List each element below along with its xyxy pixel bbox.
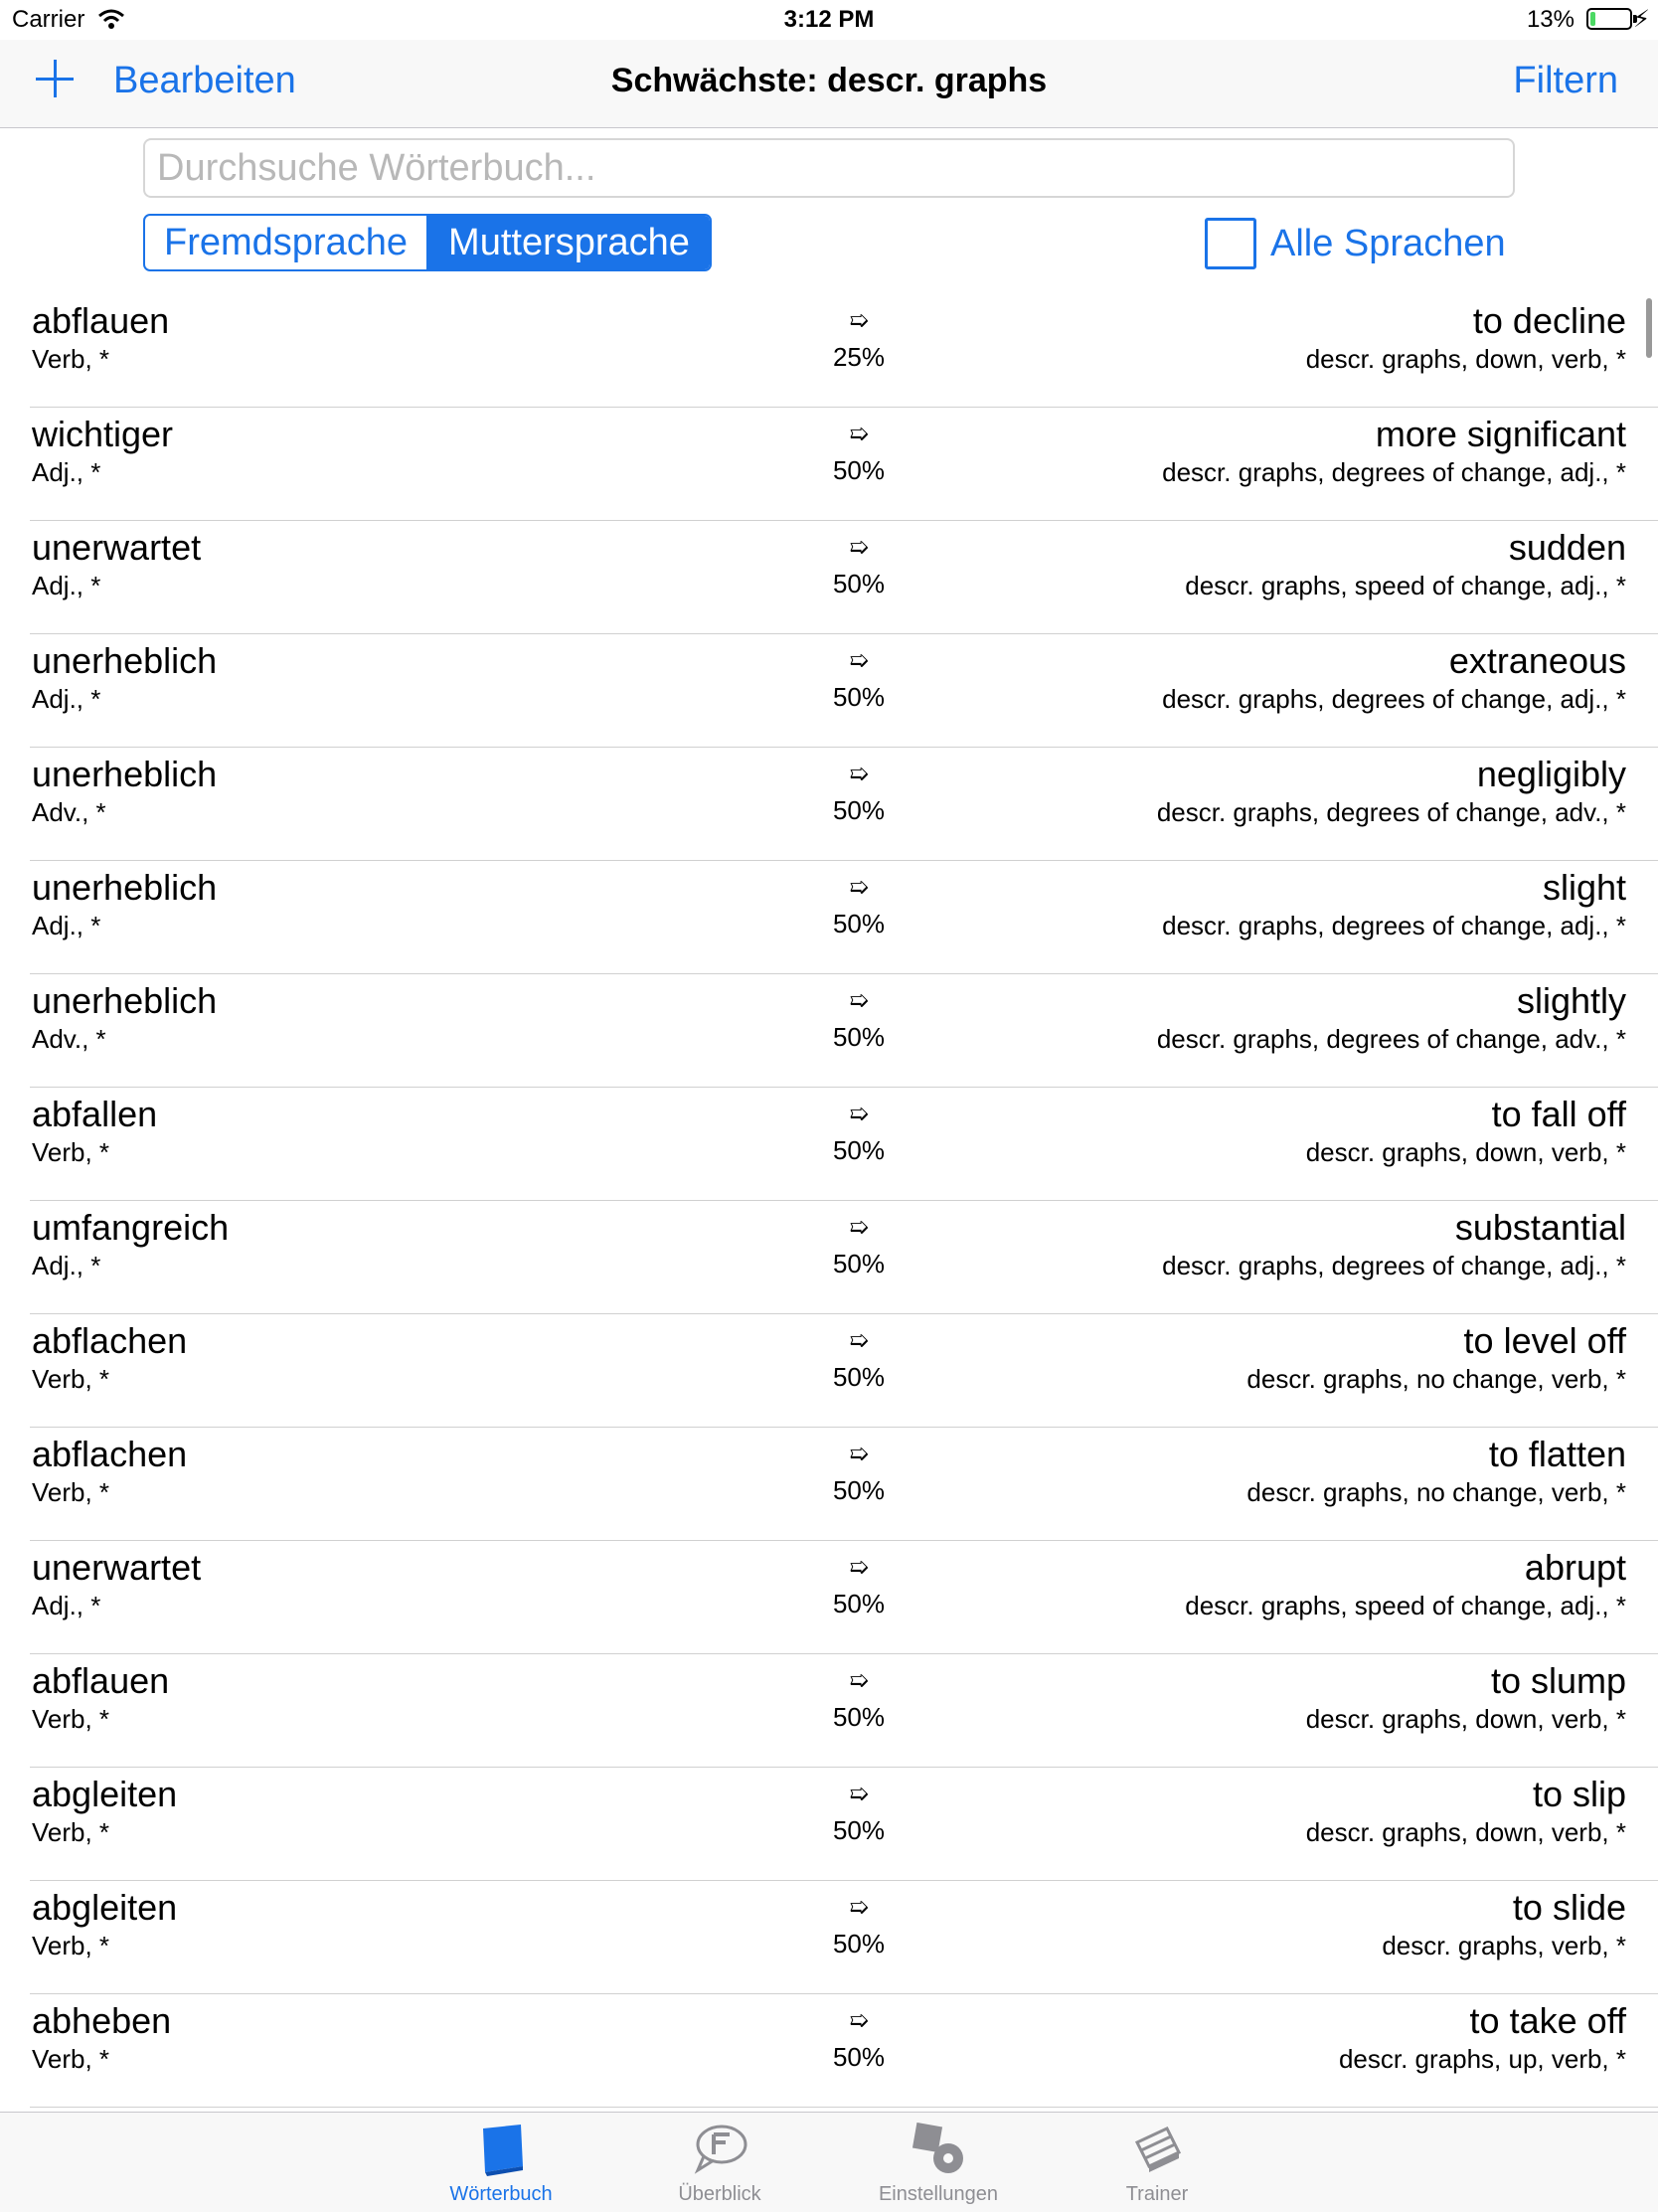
entry-percent: 25% [832,342,886,372]
entry-pos: Verb, * [32,1817,110,1847]
tab-label: Überblick [678,2183,761,2205]
list-item[interactable] [30,861,1658,974]
segment-muttersprache[interactable]: Muttersprache [428,216,710,269]
list-item[interactable] [30,974,1658,1088]
list-item[interactable] [30,1994,1658,2108]
tab-einstellungen[interactable] [849,2113,1028,2212]
entry-pos: Verb, * [32,2044,110,2074]
entry-word: wichtiger [32,414,174,454]
entry-percent: 50% [832,909,886,938]
entry-translation: slight [1542,867,1626,908]
entry-translation: to slide [1512,1887,1626,1928]
entry-percent: 50% [832,1022,886,1052]
entry-tags: descr. graphs, degrees of change, adj., * [1162,1251,1626,1280]
entry-tags: descr. graphs, up, verb, * [1338,2044,1626,2074]
entry-percent: 50% [832,1362,886,1392]
entry-translation: substantial [1454,1207,1626,1248]
filter-button[interactable]: Filtern [1513,60,1618,101]
list-item[interactable] [30,1428,1658,1541]
all-languages-label: Alle Sprachen [1270,222,1506,264]
status-bar [0,0,1658,40]
entry-pos: Adj., * [32,911,101,940]
search-input[interactable] [145,140,1513,196]
arrow-icon: ➯ [848,1101,870,1127]
gears-icon [912,2123,966,2176]
arrow-icon: ➯ [848,421,870,447]
entry-tags: descr. graphs, speed of change, adj., * [1185,571,1626,600]
edit-button[interactable]: Bearbeiten [113,60,296,101]
word-list [0,294,1658,2108]
entry-word: abflauen [32,1660,170,1701]
entry-pos: Adj., * [32,457,101,487]
arrow-icon: ➯ [848,1554,870,1581]
entry-word: abflachen [32,1434,188,1474]
entry-word: unerheblich [32,980,218,1021]
entry-tags: descr. graphs, speed of change, adj., * [1185,1591,1626,1620]
entry-word: abfallen [32,1094,158,1134]
entry-tags: descr. graphs, down, verb, * [1305,344,1626,374]
arrow-icon: ➯ [848,1327,870,1354]
entry-percent: 50% [832,1589,886,1618]
list-item[interactable] [30,634,1658,748]
list-item[interactable] [30,1768,1658,1881]
tab-bar [0,2112,1658,2212]
entry-percent: 50% [832,1249,886,1278]
entry-translation: to take off [1469,2000,1626,2041]
entry-translation: more significant [1375,414,1626,454]
entry-tags: descr. graphs, down, verb, * [1305,1817,1626,1847]
entry-tags: descr. graphs, down, verb, * [1305,1704,1626,1734]
entry-pos: Adj., * [32,571,101,600]
entry-percent: 50% [832,1815,886,1845]
list-item[interactable] [30,1201,1658,1314]
battery-percent: 13% [1526,6,1575,33]
list-item[interactable] [30,1654,1658,1768]
entry-pos: Adj., * [32,1251,101,1280]
entry-translation: to decline [1472,300,1626,341]
entry-translation: sudden [1508,527,1626,568]
entry-word: umfangreich [32,1207,230,1248]
list-item[interactable] [30,1314,1658,1428]
arrow-icon: ➯ [848,987,870,1014]
arrow-icon: ➯ [848,1441,870,1467]
arrow-icon: ➯ [848,647,870,674]
entry-translation: negligibly [1476,754,1626,794]
list-item[interactable] [30,1881,1658,1994]
entry-tags: descr. graphs, verb, * [1382,1931,1626,1960]
entry-translation: extraneous [1448,640,1626,681]
entry-percent: 50% [832,1475,886,1505]
entry-tags: descr. graphs, degrees of change, adj., * [1162,911,1626,940]
tab-label: Trainer [1125,2183,1189,2205]
tab-ueberblick[interactable] [630,2113,809,2212]
entry-translation: to flatten [1488,1434,1626,1474]
all-languages-toggle[interactable] [1205,214,1506,273]
entry-percent: 50% [832,682,886,712]
search-field[interactable] [143,138,1515,198]
list-item[interactable] [30,294,1658,408]
scroll-indicator[interactable] [1646,298,1652,358]
entry-pos: Verb, * [32,1931,110,1960]
entry-pos: Verb, * [32,1477,110,1507]
arrow-icon: ➯ [848,2007,870,2034]
entry-pos: Adj., * [32,1591,101,1620]
arrow-icon: ➯ [848,761,870,787]
arrow-icon: ➯ [848,1894,870,1921]
entry-percent: 50% [832,795,886,825]
entry-pos: Adv., * [32,1024,106,1054]
entry-translation: to fall off [1491,1094,1626,1134]
entry-word: abheben [32,2000,172,2041]
arrow-icon: ➯ [848,534,870,561]
tab-label: Einstellungen [878,2183,999,2205]
entry-pos: Verb, * [32,344,110,374]
carrier-label: Carrier [12,6,85,33]
book-icon [475,2123,529,2176]
entry-translation: to slip [1532,1774,1626,1814]
arrow-icon: ➯ [848,1667,870,1694]
entry-percent: 50% [832,2042,886,2072]
entry-pos: Verb, * [32,1364,110,1394]
entry-tags: descr. graphs, degrees of change, adv., * [1156,797,1626,827]
arrow-icon: ➯ [848,307,870,334]
segment-fremdsprache[interactable]: Fremdsprache [145,216,428,269]
entry-percent: 50% [832,1702,886,1732]
entry-translation: to level off [1463,1320,1626,1361]
language-segmented-control [143,214,712,271]
entry-tags: descr. graphs, down, verb, * [1305,1137,1626,1167]
entry-word: unerheblich [32,640,218,681]
entry-word: unerheblich [32,754,218,794]
entry-word: abgleiten [32,1887,178,1928]
arrow-icon: ➯ [848,1214,870,1241]
entry-word: unerwartet [32,527,202,568]
navigation-bar [0,40,1658,128]
entry-percent: 50% [832,1135,886,1165]
cards-icon [1131,2123,1185,2176]
entry-percent: 50% [832,569,886,598]
entry-tags: descr. graphs, degrees of change, adj., * [1162,457,1626,487]
list-item[interactable] [30,408,1658,521]
status-time: 3:12 PM [783,6,875,33]
tab-label: Wörterbuch [449,2183,553,2205]
entry-percent: 50% [832,1929,886,1958]
entry-pos: Adj., * [32,684,101,714]
entry-translation: abrupt [1524,1547,1626,1588]
entry-translation: to slump [1490,1660,1626,1701]
arrow-icon: ➯ [848,1781,870,1807]
entry-translation: slightly [1516,980,1626,1021]
entry-word: abflachen [32,1320,188,1361]
tab-trainer[interactable] [1068,2113,1246,2212]
entry-tags: descr. graphs, degrees of change, adj., * [1162,684,1626,714]
entry-percent: 50% [832,455,886,485]
entry-word: unerwartet [32,1547,202,1588]
entry-word: abflauen [32,300,170,341]
entry-tags: descr. graphs, no change, verb, * [1246,1477,1626,1507]
list-item[interactable] [30,748,1658,861]
entry-tags: descr. graphs, no change, verb, * [1246,1364,1626,1394]
entry-pos: Adv., * [32,797,106,827]
entry-pos: Verb, * [32,1704,110,1734]
entry-pos: Verb, * [32,1137,110,1167]
list-item[interactable] [30,1088,1658,1201]
battery-icon [1586,8,1632,30]
charging-bolt-icon: ⚡ [1633,6,1650,33]
battery-fill [1590,12,1595,26]
checkbox-icon[interactable] [1205,218,1256,269]
entry-tags: descr. graphs, degrees of change, adv., * [1156,1024,1626,1054]
entry-word: abgleiten [32,1774,178,1814]
list-item[interactable] [30,521,1658,634]
page-title: Schwächste: descr. graphs [610,62,1048,99]
entry-word: unerheblich [32,867,218,908]
speech-bubble-icon [694,2123,747,2176]
list-item[interactable] [30,1541,1658,1654]
arrow-icon: ➯ [848,874,870,901]
tab-woerterbuch[interactable] [412,2113,590,2212]
